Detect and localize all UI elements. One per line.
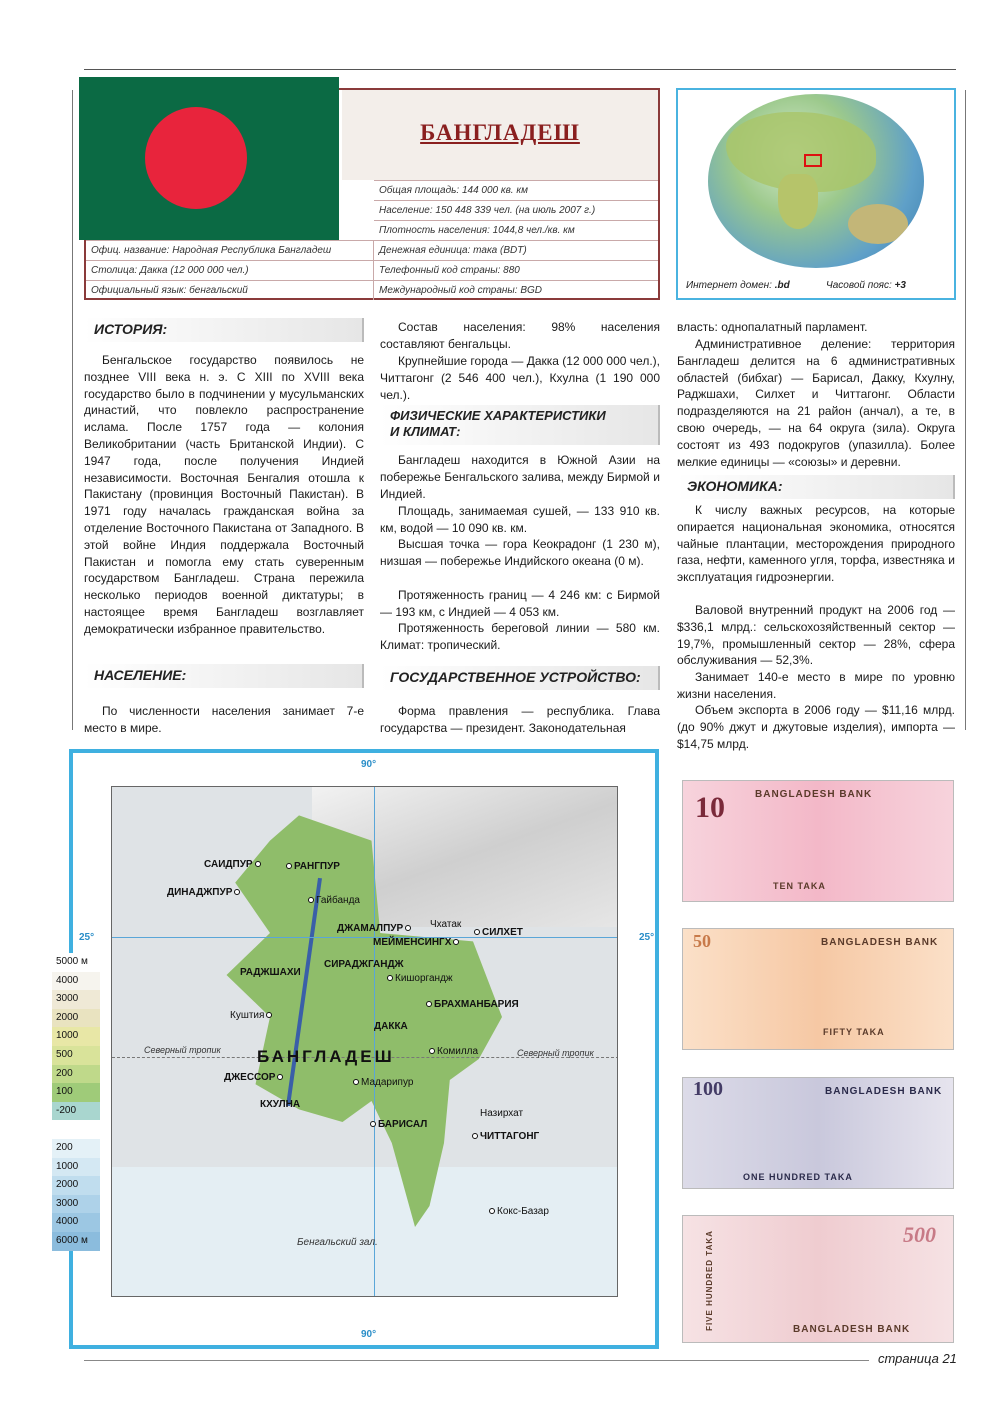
city-saidpur: САИДПУР [204, 859, 263, 870]
economy-resources-text: К числу важных ресурсов, на которые опирается национальная экономика, относятся чайные плантации, месторождения природного газа, нефти, каменного угля, торфа, известняка и эксплуатация гидроэнергии. [677, 503, 955, 585]
bangladesh-flag [79, 77, 339, 240]
legend-item: 3000 [52, 990, 100, 1009]
city-chhatak: Чхатак [430, 919, 462, 930]
note100-bank: BANGLADESH BANK [825, 1086, 943, 1097]
domain-label: Интернет домен: [686, 280, 772, 291]
physical-heading-line2: И КЛИМАТ: [390, 424, 461, 439]
language-row: Официальный язык: бенгальский [86, 280, 374, 300]
meridian-90 [374, 787, 375, 1297]
globe-box [676, 88, 956, 300]
city-sirajganj: СИРАДЖГАНДЖ [324, 959, 404, 970]
lon-label-bottom: 90° [361, 1329, 377, 1340]
lon-label-top: 90° [361, 759, 377, 770]
elevation-legend [52, 953, 100, 1251]
note50-value: 50 [693, 931, 711, 951]
intl-code-row: Международный код страны: BGD [374, 280, 658, 300]
lat-label-right: 25° [639, 932, 655, 943]
top-rule [84, 69, 956, 70]
city-rajshahi: РАДЖШАХИ [240, 967, 301, 978]
city-dinajpur: ДИНАДЖПУР [167, 887, 242, 898]
city-gaibanda: Гайбанда [306, 895, 360, 906]
tropic-label-left: Северный тропик [144, 1045, 221, 1055]
city-coxs-bazar: Кокс-Базар [487, 1206, 549, 1217]
city-dhaka: ДАККА [374, 1021, 408, 1032]
note500-bank: BANGLADESH BANK [793, 1324, 911, 1335]
country-title: БАНГЛАДЕШ [420, 120, 580, 145]
globe-land-islands [848, 204, 908, 244]
note50-bank: BANGLADESH BANK [821, 937, 939, 948]
banknote-50-taka [682, 928, 954, 1050]
country-map [69, 749, 659, 1349]
note10-value: 10 [695, 791, 725, 824]
city-jessore: ДЖЕССОР [224, 1072, 285, 1083]
city-chittagong: ЧИТТАГОНГ [470, 1131, 539, 1142]
legend-item: 5000 м [52, 953, 100, 972]
economy-living-text: Занимает 140-е место в мире по уровню жизни населения. [677, 670, 955, 701]
lat-label-left: 25° [79, 932, 95, 943]
physical-area-text: Площадь, занимаемая сушей, — 133 910 кв. км, водой — 10 090 кв. км. [380, 504, 660, 535]
note100-value: 100 [693, 1078, 723, 1100]
globe-location-marker [804, 154, 822, 167]
legend-item: 1000 [52, 1158, 100, 1177]
currency-row: Денежная единица: така (BDT) [374, 240, 658, 260]
map-sea [112, 1167, 618, 1297]
info-header [342, 90, 658, 180]
legend-spacer [52, 1120, 100, 1139]
city-mymensingh: МЕЙМЕНСИНГХ [373, 937, 461, 948]
tz-value: +3 [894, 280, 906, 291]
legend-item: 3000 [52, 1195, 100, 1214]
population-text: По численности населения занимает 7-е место в мире. [84, 704, 364, 735]
banknote-500-taka [682, 1215, 954, 1343]
city-sylhet: СИЛХЕТ [472, 927, 523, 938]
city-rangpur: РАНГПУР [284, 861, 340, 872]
legend-item: 1000 [52, 1027, 100, 1046]
economy-heading: ЭКОНОМИКА: [677, 475, 955, 499]
government-heading: ГОСУДАРСТВЕННОЕ УСТРОЙСТВО: [380, 666, 660, 690]
note500-text: FIVE HUNDRED TAKA [704, 1230, 714, 1331]
legend-item: 100 [52, 1083, 100, 1102]
legend-item: 2000 [52, 1176, 100, 1195]
physical-coast-text: Протяженность береговой линии — 580 км. Климат: тропический. [380, 621, 660, 652]
internet-domain [686, 280, 790, 291]
bottom-rule [84, 1360, 869, 1361]
note100-text: ONE HUNDRED TAKA [743, 1172, 853, 1182]
history-heading: ИСТОРИЯ: [84, 318, 364, 342]
physical-location-text: Бангладеш находится в Южной Азии на побережье Бенгальского залива, между Бирмой и Индией. [380, 453, 660, 501]
city-madaripur: Мадарипур [351, 1077, 413, 1088]
official-name-row: Офиц. название: Народная Республика Бангладеш [86, 240, 374, 260]
cities-text: Крупнейшие города — Дакка (12 000 000 чел.), Читтагонг (2 546 400 чел.), Кхулна (1 190 000 чел.). [380, 354, 660, 402]
legend-item: 6000 м [52, 1232, 100, 1251]
government-form-text: Форма правления — республика. Глава государства — президент. Законодательная [380, 704, 660, 735]
city-barisal: БАРИСАЛ [368, 1119, 427, 1130]
economy-trade-text: Объем экспорта в 2006 году — $11,16 млрд. (до 90% джут и джутовые изделия), импорта — $14,75 млрд. [677, 703, 955, 751]
map-area [111, 786, 618, 1297]
city-comilla: Комилла [427, 1046, 478, 1057]
physical-borders-text: Протяженность границ — 4 246 км: с Бирмой — 193 км, с Индией — 4 053 км. [380, 588, 660, 619]
legend-item: 4000 [52, 972, 100, 991]
composition-text: Состав населения: 98% населения составляют бенгальцы. [380, 320, 660, 351]
capital-row: Столица: Дакка (12 000 000 чел.) [86, 260, 374, 280]
legend-item: 200 [52, 1065, 100, 1084]
population-row: Население: 150 448 339 чел. (на июль 2007 г.) [374, 200, 658, 220]
right-rule [965, 90, 966, 730]
phone-code-row: Телефонный код страны: 880 [374, 260, 658, 280]
domain-value: .bd [774, 280, 790, 291]
legend-item: 4000 [52, 1213, 100, 1232]
map-country-label: БАНГЛАДЕШ [257, 1047, 395, 1066]
city-jamalpur: ДЖАМАЛПУР [337, 923, 413, 934]
administrative-text: Административное деление: территория Бангладеш делится на 6 административных областей (бибхаг) — Барисал, Дакку, Кхулну, Раджшахи, Силхет и Читтагонг. Области подразделяются на 21 район (анчал), а те, в свою очередь, — на 64 округа (зила). Округа состоят из 493 подокругов (упазилла). Более мелкие единицы — «союзы» и деревни. [677, 337, 955, 469]
city-nazirhat: Назирхат [480, 1108, 524, 1119]
density-row: Плотность населения: 1044,8 чел./кв. км [374, 220, 658, 240]
physical-elevation-text: Высшая точка — гора Кеокрадонг (1 230 м), низшая — побережье Индийского океана (0 м). [380, 537, 660, 568]
area-row: Общая площадь: 144 000 кв. км [374, 180, 658, 200]
city-kushtia: Куштия [230, 1010, 274, 1021]
economy-gdp-text: Валовой внутренний продукт на 2006 год — $336,1 млрд.: сельскохозяйственный сектор — 19,7%, промышленный сектор — 28%, сфера обслуживания — 52,3%. [677, 603, 955, 668]
tz-label: Часовой пояс: [826, 280, 892, 291]
flag-red-disc [145, 107, 247, 209]
city-brahmanbaria: БРАХМАНБАРИЯ [424, 999, 519, 1010]
physical-heading-line1: ФИЗИЧЕСКИЕ ХАРАКТЕРИСТИКИ [390, 408, 606, 423]
population-heading: НАСЕЛЕНИЕ: [84, 664, 364, 688]
legend-item: 200 [52, 1139, 100, 1158]
page-number: страница 21 [878, 1351, 957, 1366]
history-text: Бенгальское государство появилось не позднее VIII века н. э. С XIII по XVIII века государство было в подчинении у мусульманских династий, что повлекло распространение ислама. После 1757 года — колония Великобритании (часть Британской Индии). С 1947 года, после получения Индией независимости. Восточная Бенгалия отошла к Пакистану (провинция Восточный Пакистан). В 1971 году началась гражданская война за отделение Восточного Пакистана от Западного. В этой войне Индия поддержала Восточный Пакистан и помогла ему стать суверенным государством Бангладеш. Страна пережила несколько периодов военной диктатуры; в настоящее время Бангладеш возглавляет демократически избранное правительство. [84, 353, 364, 636]
legend-item: 500 [52, 1046, 100, 1065]
city-kishorganj: Кишоргандж [385, 973, 453, 984]
note50-text: FIFTY TAKA [823, 1027, 885, 1037]
city-khulna: КХУЛНА [260, 1099, 301, 1110]
government-legislature-text: власть: однопалатный парламент. [677, 320, 868, 334]
globe-land-india [778, 174, 818, 229]
left-rule [72, 90, 73, 730]
banknote-10-taka [682, 780, 954, 902]
bay-label: Бенгальский зал. [297, 1237, 378, 1248]
legend-item: -200 [52, 1102, 100, 1121]
physical-heading [380, 405, 660, 445]
note500-value: 500 [903, 1222, 936, 1247]
parallel-25 [112, 937, 618, 938]
note10-text: TEN TAKA [773, 881, 826, 891]
globe-map [708, 94, 924, 268]
legend-item: 2000 [52, 1009, 100, 1028]
time-zone [826, 280, 906, 291]
banknote-100-taka [682, 1077, 954, 1189]
note10-bank: BANGLADESH BANK [755, 789, 873, 800]
tropic-label-right: Северный тропик [517, 1048, 594, 1058]
